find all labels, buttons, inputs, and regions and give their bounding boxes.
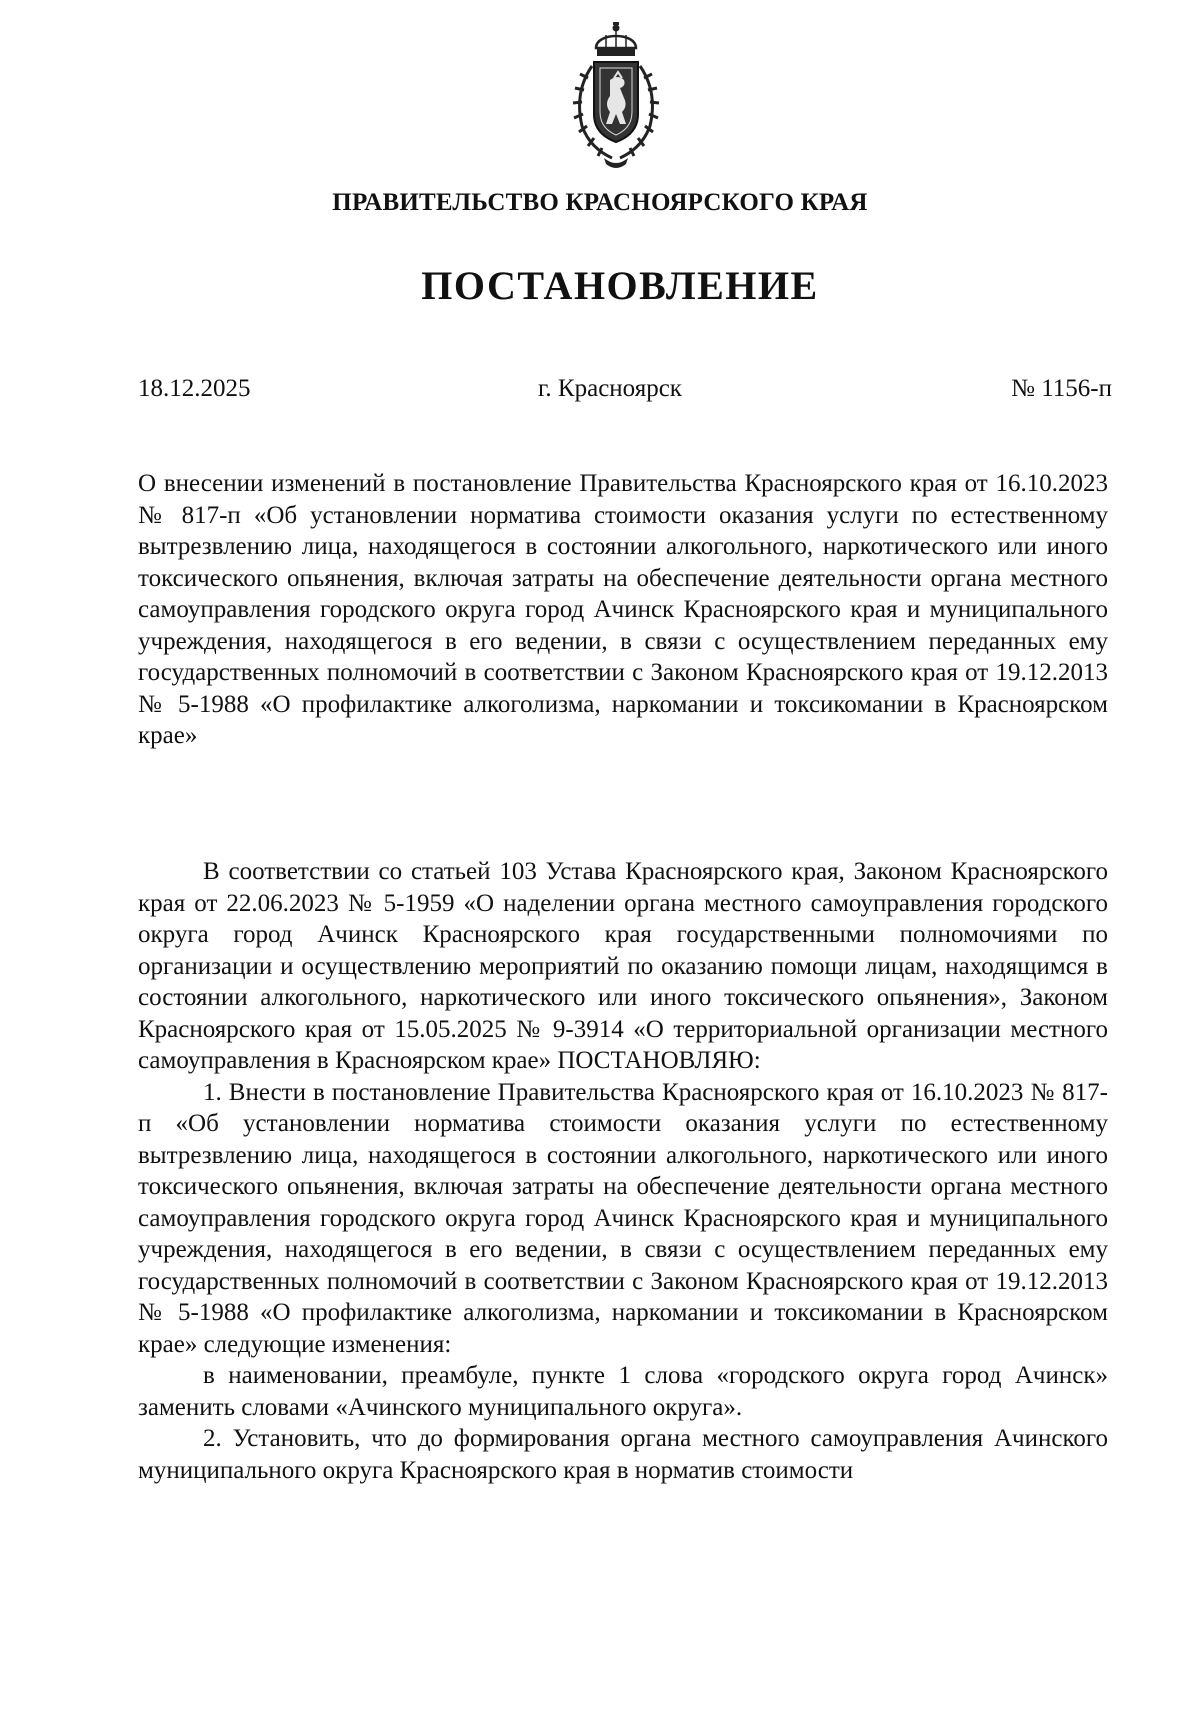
document-type: ПОСТАНОВЛЕНИЕ (421, 263, 819, 308)
body-paragraph-item-1: 1. Внести в постановление Правительства Красноярского края от 16.10.2023 № 817-п «Об установлении норматива стоимости оказания услуги по естественному вытрезвлению лица, находящегося в состоянии алкогольного, наркотического или иного токсического опьянения, включая затраты на обеспечение деятельности органа местного самоуправления городского округа город Ачинск Красноярского края и муниципального учреждения, находящегося в его ведении, в связи с осуществлением переданных ему государственных полномочий в соответствии с Законом Красноярского края от 19.12.2013 № 5-1988 «О профилактике алкоголизма, наркомании и токсикомании в Красноярском крае» следующие изменения: (138, 1078, 1108, 1358)
document-date: 18.12.2025 (138, 375, 251, 402)
coat-of-arms-icon (566, 22, 666, 170)
body-paragraph-preamble: В соответствии со статьей 103 Устава Красноярского края, Законом Красноярского края от 22.06.2023 № 5-1959 «О наделении органа местного самоуправления городского округа город Ачинск Красноярского края государственными полномочиями по организации и осуществлению мероприятий по оказанию помощи лицам, находящимся в состоянии алкогольного, наркотического или иного токсического опьянения», Законом Красноярского края от 15.05.2025 № 9-3914 «О территориальной организации местного самоуправления в Красноярском крае» ПОСТАНОВЛЯЮ: (138, 858, 1108, 1074)
document-title: О внесении изменений в постановление Правительства Красноярского края от 16.10.2023 № 817-п «Об установлении норматива стоимости оказания услуги по естественному вытрезвлению лица, находящегося в состоянии алкогольного, наркотического или иного токсического опьянения, включая затраты на обеспечение деятельности органа местного самоуправления городского округа город Ачинск Красноярского края и муниципального учреждения, находящегося в его ведении, в связи с осуществлением переданных ему государственных полномочий в соответствии с Законом Красноярского края от 19.12.2013 № 5-1988 «О профилактике алкоголизма, наркомании и токсикомании в Красноярском крае» (138, 470, 1108, 749)
document-number: № 1156-п (1011, 375, 1112, 402)
body-paragraph-item-2: 2. Установить, что до формирования органа местного самоуправления Ачинского муниципального округа Красноярского края в норматив стоимости (138, 1425, 1108, 1484)
document-body (138, 856, 1108, 1486)
body-paragraph-item-1-change: в наименовании, преамбуле, пункте 1 слова «городского округа город Ачинск» заменить словами «Ачинского муниципального округа». (138, 1362, 1108, 1421)
document-city: г. Красноярск (538, 375, 682, 402)
organization-name: ПРАВИТЕЛЬСТВО КРАСНОЯРСКОГО КРАЯ (332, 189, 868, 216)
